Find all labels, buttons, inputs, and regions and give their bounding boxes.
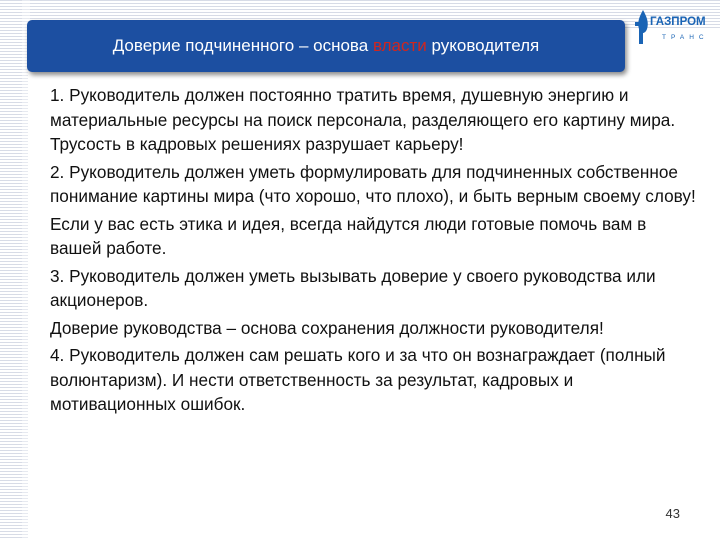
paragraph-2: 2. Руководитель должен уметь формулировать для подчиненных собственное понимание картины мира (что хорошо, что плохо), и быть верным своему слову! (50, 161, 696, 206)
title-part-2: руководителя (426, 36, 540, 55)
paragraph-5: Доверие руководства – основа сохранения должности руководителя! (50, 317, 604, 338)
title-accent-word: власти (372, 36, 427, 55)
slide-title-bar (27, 20, 625, 72)
body-text (50, 83, 698, 420)
title-part-1: Доверие подчиненного – основа (112, 36, 373, 55)
gazprom-logo (632, 8, 712, 46)
paragraph-4: 3. Руководитель должен уметь вызывать доверие у своего руководства или акционеров. (50, 265, 656, 310)
paragraph-1: 1. Руководитель должен постоянно тратить время, душевную энергию и материальные ресурсы на поиск персонала, разделяющего его картину мира. Трусость в кадровых решениях разрушает карьеру! (50, 85, 676, 154)
paragraph-3: Если у вас есть этика и идея, всегда найдутся люди готовые помочь вам в вашей работе. (50, 213, 647, 258)
logo-subtext: ТРАНС (662, 34, 709, 41)
left-stripes (0, 0, 22, 540)
slide-title (113, 36, 540, 56)
paragraph-6: 4. Руководитель должен сам решать кого и за что он вознаграждает (полный волюнтаризм). И нести ответственность за результат, кадровых и мотивационных ошибок. (50, 345, 666, 414)
page-number: 43 (665, 506, 680, 521)
flame-icon (635, 10, 648, 44)
logo-text: ГАЗПРОМ (650, 16, 706, 28)
